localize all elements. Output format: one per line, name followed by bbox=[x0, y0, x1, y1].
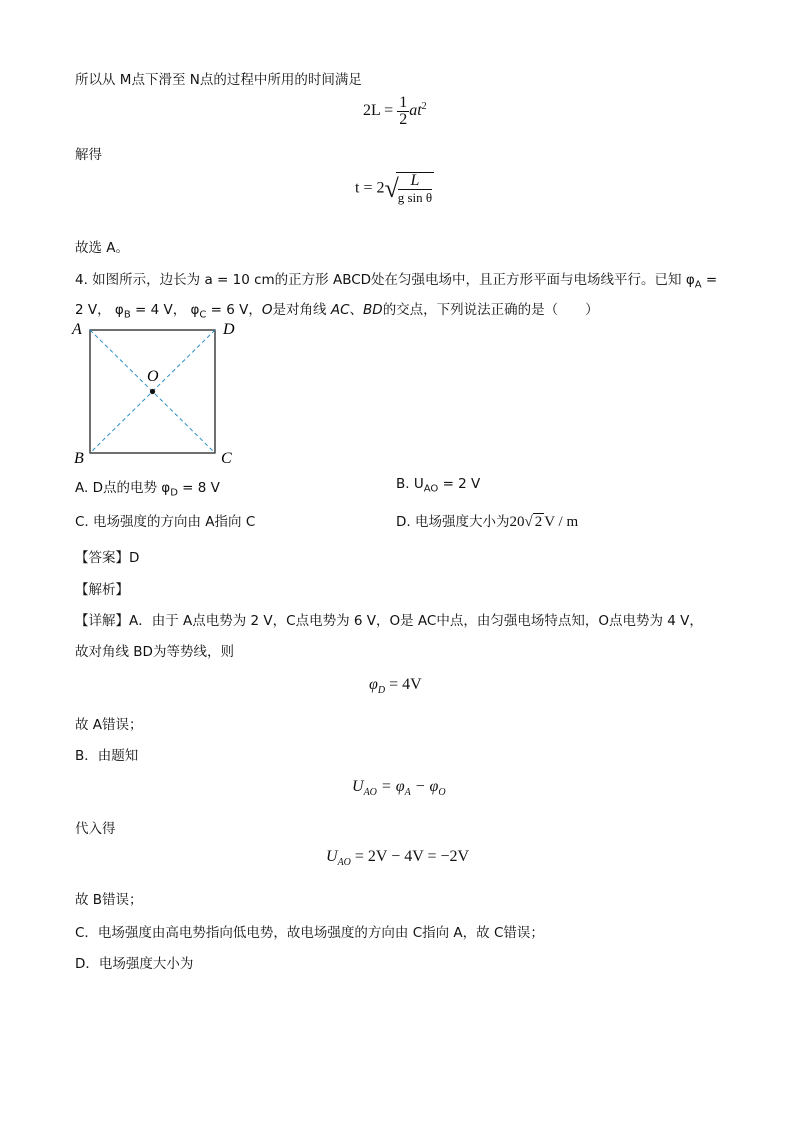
formula-phi-d: $\varphi_D = 4V$ bbox=[369, 676, 422, 697]
formula-2L-left: 2L = bbox=[363, 102, 394, 120]
formula-t bbox=[355, 172, 434, 206]
question-4-line-1: 4. 如图所示，边长为 a = 10 cm的正方形 ABCD处在匀强电场中，且正方形平面与电场线平行。已知 $\varphi_A$ = bbox=[75, 272, 718, 291]
question-4-line-2: 2 V， $\varphi_B = 4$ V， $\varphi_C = 6$ V，O是对角线 AC、BD的交点，下列说法正确的是（ ） bbox=[75, 302, 599, 321]
text-c-line: C．电场强度由高电势指向低电势，故电场强度的方向由 C指向 A，故 C错误； bbox=[75, 925, 544, 941]
formula-fraction-half bbox=[397, 95, 409, 128]
point-o bbox=[150, 389, 155, 394]
square-figure bbox=[60, 318, 250, 468]
option-a: A. D点的电势 $\varphi_D = 8$ V bbox=[75, 480, 220, 499]
detail-line-2: 故对角线 BD为等势线，则 bbox=[75, 644, 234, 660]
label-o: O bbox=[147, 368, 159, 385]
radicand-num: L bbox=[398, 173, 432, 190]
option-c: C. 电场强度的方向由 A指向 C bbox=[75, 514, 256, 530]
frac-denominator: 2 bbox=[399, 111, 408, 128]
label-c: C bbox=[221, 450, 232, 467]
label-a: A bbox=[72, 321, 82, 338]
formula-2L-right: at bbox=[409, 102, 422, 120]
formula-uao-value: $U_{AO} = 2V - 4V = -2V$ bbox=[326, 848, 470, 869]
radicand-den: g sin θ bbox=[397, 190, 433, 205]
formula-uao: $U_{AO} = \varphi_A - \varphi_O$ bbox=[352, 778, 446, 799]
detail-line-1: 【详解】A．由于 A点电势为 2 V，C点电势为 6 V，O是 AC中点，由匀强电场特点知，O点电势为 4 V， bbox=[75, 613, 703, 629]
sqrt-sign: √ bbox=[384, 174, 399, 203]
formula-t-left: t = 2 bbox=[355, 179, 385, 197]
text-wrong-a: 故 A错误； bbox=[75, 717, 143, 733]
text-b-title: B．由题知 bbox=[75, 748, 139, 764]
formula-2L bbox=[363, 95, 427, 128]
frac-numerator: 1 bbox=[399, 94, 408, 111]
text-choose: 故选 A。 bbox=[75, 240, 130, 256]
label-d: D bbox=[223, 321, 235, 338]
text-substitute: 代入得 bbox=[75, 821, 116, 837]
formula-2L-exp: 2 bbox=[421, 100, 427, 112]
answer-line: 【答案】D bbox=[75, 550, 140, 566]
option-d: D. 电场强度大小为20√ 2 V / m bbox=[396, 514, 579, 530]
label-b: B bbox=[74, 450, 84, 467]
text-wrong-b: 故 B错误； bbox=[75, 892, 143, 908]
option-b: B. $U_{AO} = 2$ V bbox=[396, 476, 481, 495]
text-solve: 解得 bbox=[75, 147, 102, 163]
analysis-heading: 【解析】 bbox=[75, 582, 129, 598]
text-line-1: 所以从 M点下滑至 N点的过程中所用的时间满足 bbox=[75, 72, 362, 88]
formula-t-radicand bbox=[396, 172, 434, 206]
text-d-line: D．电场强度大小为 bbox=[75, 956, 194, 972]
